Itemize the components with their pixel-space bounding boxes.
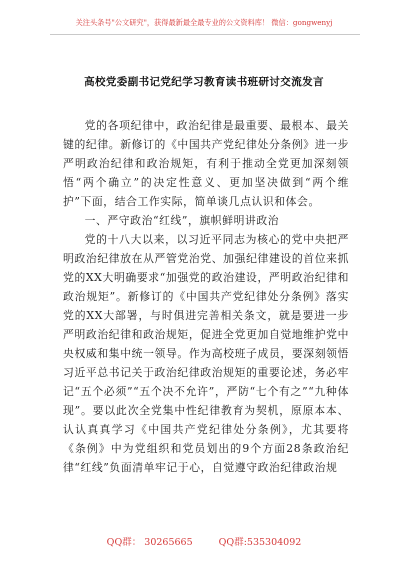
- footer-qq-group-1: QQ群： 30265665: [106, 537, 193, 548]
- document-title: 高校党委副书记党纪学习教育读书班研讨交流发言: [84, 76, 324, 88]
- section-heading: 一、严守政治“红线”，旗帜鲜明讲政治: [84, 214, 280, 227]
- header-divider: [50, 34, 360, 35]
- paragraph-intro: 党的各项纪律中，政治纪律是最重要、最根本、最关键的纪律。新修订的《中国共产党纪律处分条例》进一步严明政治纪律和政治规矩，有利于推动全党更加深刻领悟“两个确立”的决定性意义、更加坚决做到“两个维护”下面，结合工作实际，简单谈几点认识和体会。: [63, 119, 349, 208]
- header-banner: 关注头条号"公文研究"，获得最新最全最专业的公文资料库！ 微信：gongwenyj: [75, 18, 333, 27]
- document-body: [63, 116, 349, 477]
- paragraph-body: 党的十八大以来，以习近平同志为核心的党中央把严明政治纪律放在从严管党治党、加强纪律建设的首位来抓党的XX大明确要求“加强党的政治建设，严明政治纪律和政治规矩”。新修订的《中国共产党纪律处分条例》落实党的XX大部署，与时俱进完善相关条文，就是要进一步严明政治纪律和政治规矩，促进全党更加自觉地维护党中央权威和集中统一领导。作为高校班子成员，要深刻领悟习近平总书记关于政治纪律政治规矩的重要论述，务必牢记“五个必须”“五个决不允许”，严防“七个有之”“九种体现”。要以此次全党集中性纪律教育为契机，原原本本、认认真真学习《中国共产党纪律处分条例》，尤其要将《条例》中为党组织和党员划出的9个方面28条政治纪律“红线”负面清单牢记于心，自觉遵守政治纪律政治规: [63, 233, 349, 474]
- footer-qq-group-2: QQ群:535304092: [218, 537, 302, 548]
- footer: [0, 534, 408, 548]
